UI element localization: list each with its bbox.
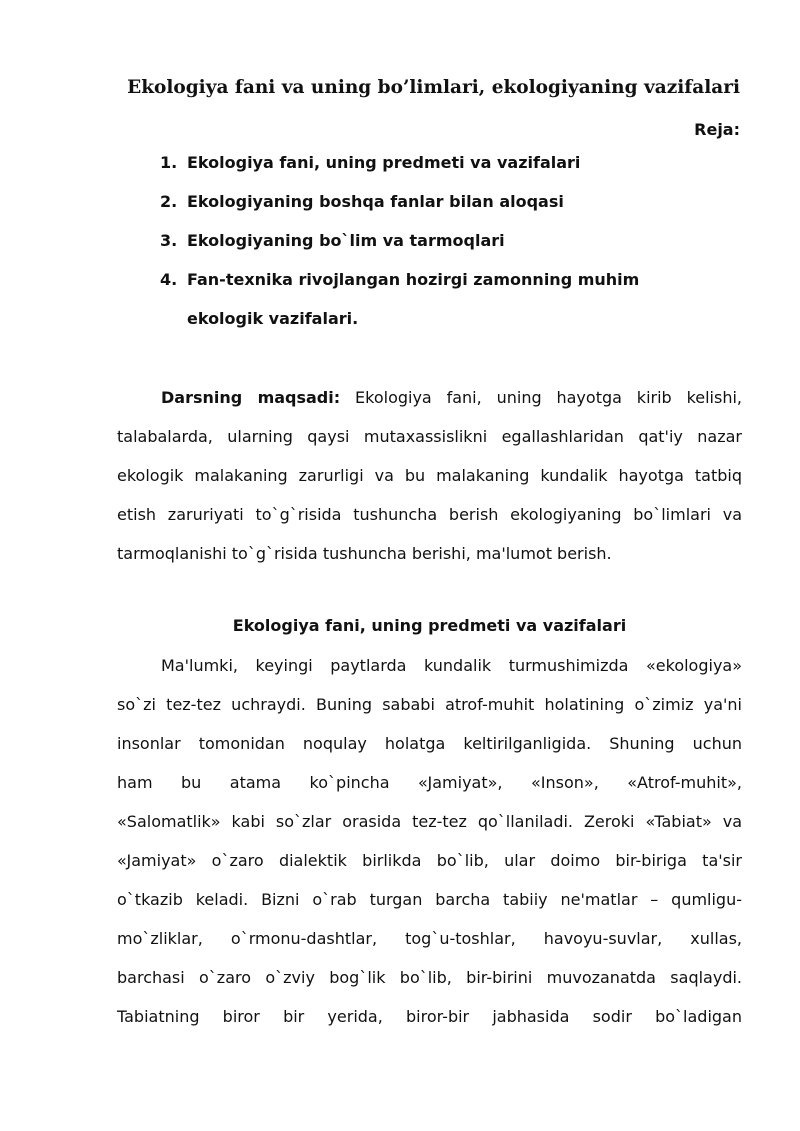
plan-item-number: 4. — [160, 270, 178, 289]
text-line: barchasi o`zaro o`zviy bog`lik bo`lib, bir-birini muvozanatda saqlaydi. — [117, 968, 742, 987]
text-line: «Salomatlik» kabi so`zlar orasida tez-tez qo`llaniladi. Zeroki «Tabiat» va — [117, 812, 742, 831]
plan-label-text: Reja: — [694, 120, 740, 139]
document-title: Ekologiya fani va uning bo’limlari, ekologiyaning vazifalari — [127, 77, 740, 98]
text-line: ham bu atama ko`pincha «Jamiyat», «Inson», «Atrof-muhit», — [117, 773, 742, 792]
text-line — [117, 378, 742, 417]
text-line: tarmoqlanishi to`g`risida tushuncha berishi, ma'lumot berish. — [117, 544, 612, 563]
lesson-goal-paragraph — [117, 378, 742, 573]
plan-item-number: 3. — [160, 231, 178, 250]
plan-item-text: Ekologiya fani, uning predmeti va vazifalari — [187, 153, 581, 172]
text-line: mo`zliklar, o`rmonu-dashtlar, tog`u-toshlar, havoyu-suvlar, xullas, — [117, 929, 742, 948]
plan-item-text: Ekologiyaning boshqa fanlar bilan aloqasi — [187, 192, 564, 211]
text-line: talabalarda, ularning qaysi mutaxassislikni egallashlaridan qat'iy nazar — [117, 427, 742, 446]
plan-item-text: Ekologiyaning bo`lim va tarmoqlari — [187, 231, 505, 250]
text-line: Ma'lumki, keyingi paytlarda kundalik turmushimizda «ekologiya» — [161, 656, 742, 675]
text-line: «Jamiyat» o`zaro dialektik birlikda bo`lib, ular doimo bir-biriga ta'sir — [117, 851, 742, 870]
section-heading: Ekologiya fani, uning predmeti va vazifalari — [232, 616, 627, 635]
plan-item-number: 2. — [160, 192, 178, 211]
goal-text: Ekologiya fani, uning hayotga kirib kelishi, — [340, 388, 743, 407]
text-line: ekologik malakaning zarurligi va bu malakaning kundalik hayotga tatbiq — [117, 466, 742, 485]
plan-item-text: Fan-texnika rivojlangan hozirgi zamonning muhim — [187, 270, 640, 289]
text-line: so`zi tez-tez uchraydi. Buning sababi atrof-muhit holatining o`zimiz ya'ni — [117, 695, 742, 714]
plan-item-text: ekologik vazifalari. — [187, 309, 359, 328]
plan-label — [120, 116, 740, 144]
text-line: Tabiatning biror bir yerida, biror-bir jabhasida sodir bo`ladigan — [117, 1007, 742, 1026]
text-line: etish zaruriyati to`g`risida tushuncha berish ekologiyaning bo`limlari va — [117, 505, 742, 524]
body-paragraph — [117, 646, 742, 1036]
plan-item-number: 1. — [160, 153, 178, 172]
text-line: o`tkazib keladi. Bizni o`rab turgan barcha tabiiy ne'matlar – qumligu- — [117, 890, 742, 909]
text-line: insonlar tomonidan noqulay holatga keltirilganligida. Shuning uchun — [117, 734, 742, 753]
goal-label: Darsning maqsadi: — [161, 388, 341, 407]
